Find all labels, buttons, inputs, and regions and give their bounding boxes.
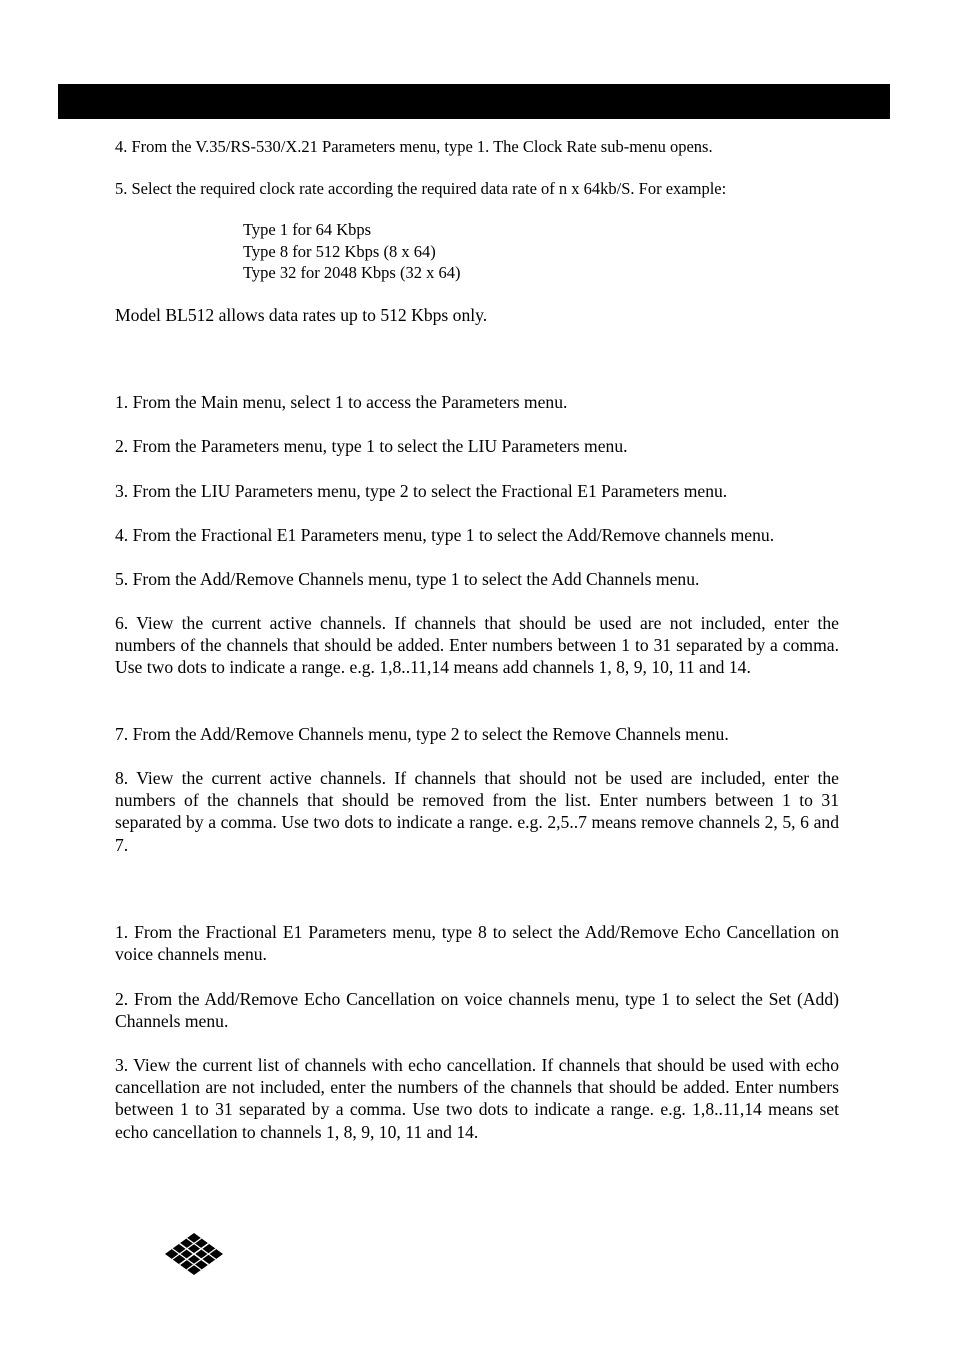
- echo-step-2: 2. From the Add/Remove Echo Cancellation on voice channels menu, type 1 to select the Set (Add) Channels menu.: [115, 989, 839, 1032]
- channel-step-2: 2. From the Parameters menu, type 1 to select the LIU Parameters menu.: [115, 436, 628, 456]
- channel-step-3: 3. From the LIU Parameters menu, type 2 to select the Fractional E1 Parameters menu.: [115, 481, 728, 501]
- echo-step-3: 3. View the current list of channels with echo cancellation. If channels that should be used with echo cancellation are not included, enter the numbers of the channels that should be added. Enter numbers between 1 to 31 separated by a comma. Use two dots to indicate a range. e.g. 1,8..11,14 means set echo cancellation to channels 1, 8, 9, 10, 11 and 14.: [115, 1055, 839, 1142]
- diamond-logo-icon: [165, 1233, 223, 1275]
- channel-step-5: 5. From the Add/Remove Channels menu, type 1 to select the Add Channels menu.: [115, 569, 700, 589]
- clock-step-4: 4. From the V.35/RS-530/X.21 Parameters menu, type 1. The Clock Rate sub-menu opens.: [115, 137, 713, 156]
- echo-step-1: 1. From the Fractional E1 Parameters menu, type 8 to select the Add/Remove Echo Cancellation on voice channels menu.: [115, 922, 839, 965]
- channel-step-8: 8. View the current active channels. If channels that should not be used are included, enter the numbers of the channels that should be removed from the list. Enter numbers between 1 to 31 separated by a comma. Use two dots to indicate a range. e.g. 2,5..7 means remove channels 2, 5, 6 and 7.: [115, 768, 839, 855]
- example-2048: Type 32 for 2048 Kbps (32 x 64): [243, 263, 461, 282]
- clock-step-5: 5. Select the required clock rate according the required data rate of n x 64kb/S. For example:: [115, 179, 727, 198]
- channel-step-4: 4. From the Fractional E1 Parameters menu, type 1 to select the Add/Remove channels menu.: [115, 525, 775, 545]
- channel-step-6: 6. View the current active channels. If channels that should be used are not included, enter the numbers of the channels that should be added. Enter numbers between 1 to 31 separated by a comma. Use two dots to indicate a range. e.g. 1,8..11,14 means add channels 1, 8, 9, 10, 11 and 14.: [115, 613, 839, 678]
- channel-step-7: 7. From the Add/Remove Channels menu, type 2 to select the Remove Channels menu.: [115, 724, 729, 744]
- channel-step-1: 1. From the Main menu, select 1 to access the Parameters menu.: [115, 392, 568, 412]
- header-bar: [58, 84, 890, 119]
- clock-rate-examples: [243, 219, 460, 284]
- example-512: Type 8 for 512 Kbps (8 x 64): [243, 241, 436, 261]
- model-note: Model BL512 allows data rates up to 512 Kbps only.: [115, 305, 488, 325]
- example-64: Type 1 for 64 Kbps: [243, 220, 372, 239]
